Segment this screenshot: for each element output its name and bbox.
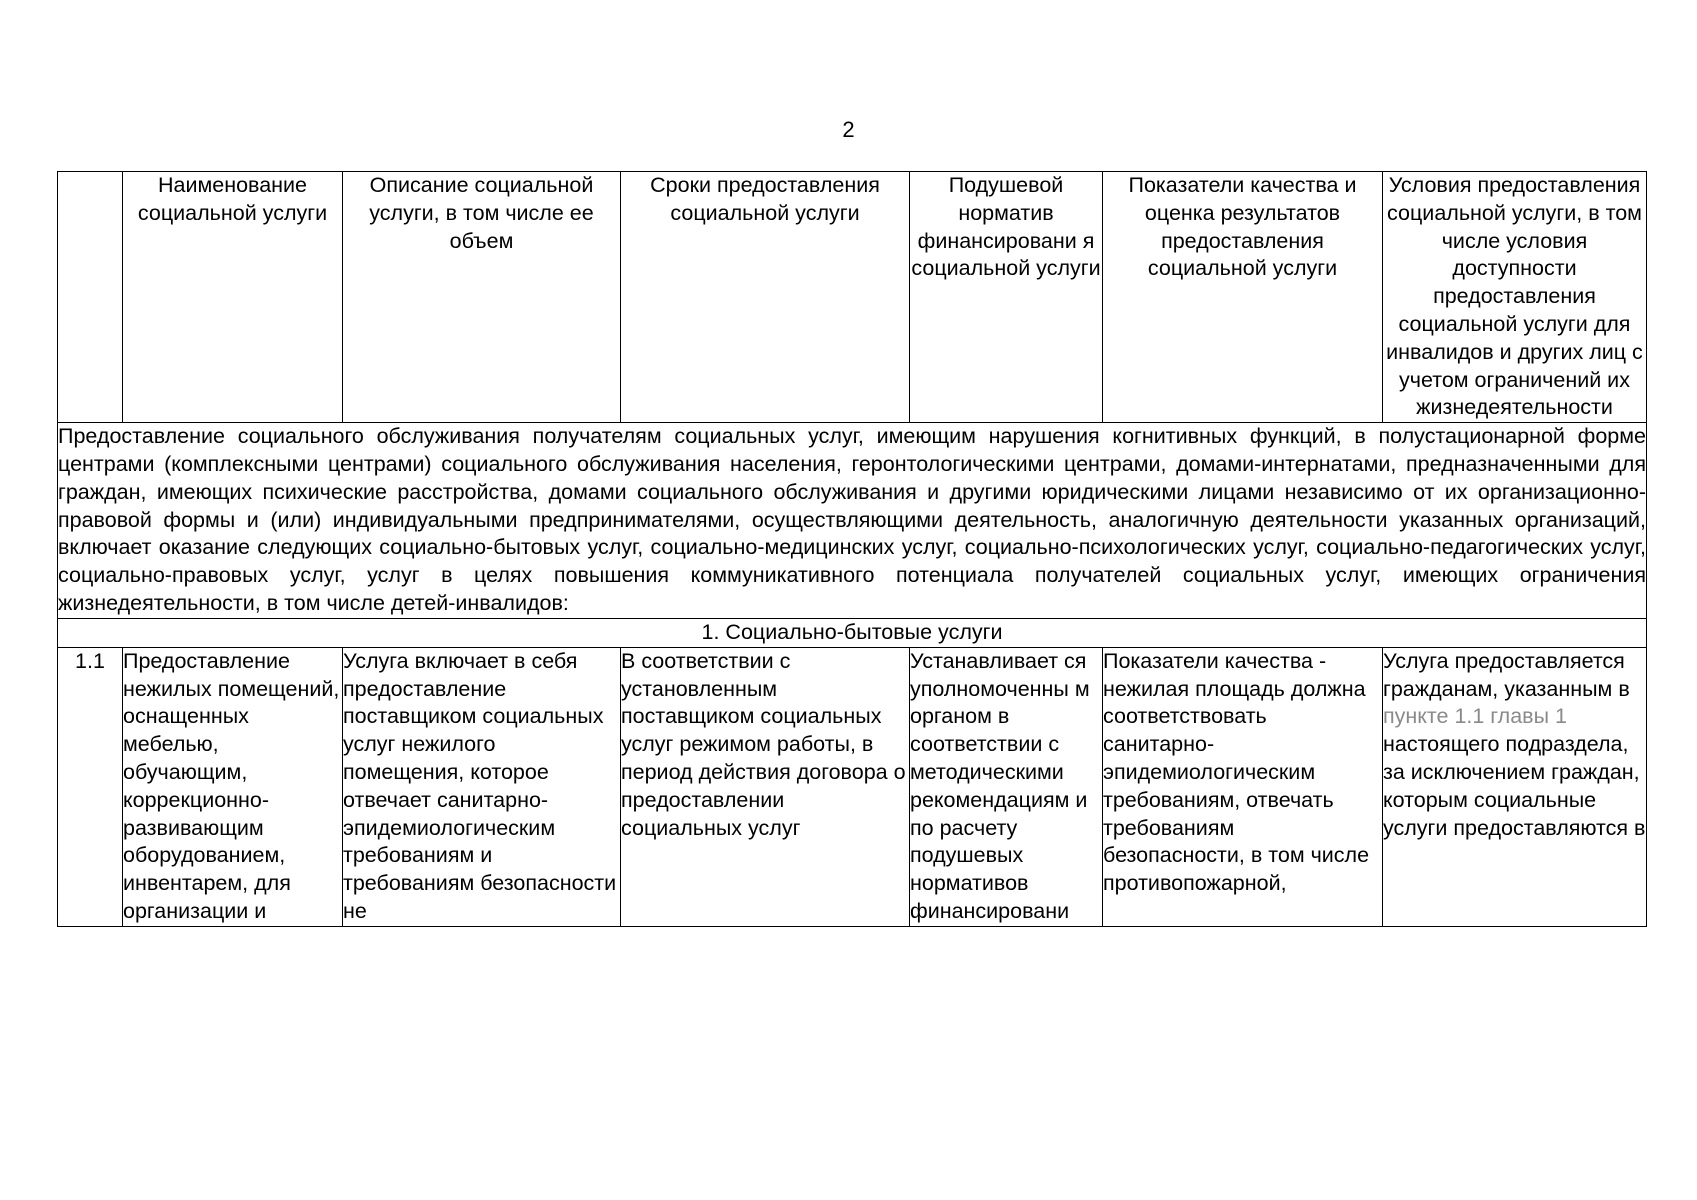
row-service-terms-text: В соответствии с установленным поставщиком социальных услуг режимом работы, в период действия договора о предоставлении социальных услуг [621, 648, 906, 840]
row-service-conditions-text [1383, 648, 1646, 843]
section-title: 1. Социально-бытовые услуги [58, 618, 1647, 647]
row-service-terms [621, 647, 910, 926]
header-service-terms: Сроки предоставления социальной услуги [621, 172, 910, 423]
header-service-conditions: Условия предоставления социальной услуги, в том числе условия доступности предоставления социальной услуги для инвалидов и других лиц с учетом ограничений их жизнедеятельности [1383, 172, 1647, 423]
row-service-name [123, 647, 343, 926]
row-quality-indicators-text: Показатели качества - нежилая площадь должна соответствовать санитарно-эпидемиологическим требованиям, отвечать требованиям безопасности, в том числе противопожарной, [1103, 648, 1370, 896]
conditions-text-start: Услуга предоставляется гражданам, указанным в [1383, 648, 1630, 701]
header-service-name: Наименование социальной услуги [123, 172, 343, 423]
intro-text: Предоставление социального обслуживания получателям социальных услуг, имеющим нарушения когнитивных функций, в полустационарной форме центрами (комплексными центрами) социального обслуживания населения, геронтологическими центрами, домами-интернатами, предназначенными для граждан, имеющих психические расстройства, домами социального обслуживания и другими юридическими лицами независимо от их организационно-правовой формы и (или) индивидуальными предпринимателями, осуществляющими деятельность, аналогичную деятельности указанных организаций, включает оказание следующих социально-бытовых услуг, социально-медицинских услуг, социально-психологических услуг, социально-педагогических услуг, социально-правовых услуг, услуг в целях повышения коммуникативного потенциала получателей социальных услуг, имеющих ограничения жизнедеятельности, в том числе детей-инвалидов: [58, 423, 1647, 619]
row-service-description [343, 647, 621, 926]
table-row [58, 647, 1647, 926]
section-row [58, 618, 1647, 647]
intro-row [58, 423, 1647, 619]
clause-reference-link[interactable]: пункте 1.1 главы 1 [1383, 704, 1567, 729]
row-service-name-text: Предоставление нежилых помещений, оснащенных мебелью, обучающим, коррекционно-развивающим оборудованием, инвентарем, для организации и [123, 648, 340, 923]
header-service-description: Описание социальной услуги, в том числе ее объем [343, 172, 621, 423]
table-header-row [58, 172, 1647, 423]
row-service-conditions [1383, 647, 1647, 926]
row-quality-indicators [1103, 647, 1383, 926]
page-number: 2 [842, 117, 855, 142]
services-table [57, 171, 1647, 927]
header-financing-norm: Подушевой норматив финансировани я социальной услуги [910, 172, 1103, 423]
row-number [58, 647, 123, 926]
header-quality-indicators: Показатели качества и оценка результатов предоставления социальной услуги [1103, 172, 1383, 423]
row-financing-norm-text: Устанавливает ся уполномоченны м органом в соответствии с методическими рекомендациям и по расчету подушевых нормативов финансировани [910, 648, 1090, 923]
row-number-text: 1.1 [75, 648, 105, 673]
row-service-description-text: Услуга включает в себя предоставление поставщиком социальных услуг нежилого помещения, которое отвечает санитарно-эпидемиологическим требованиям и требованиям безопасности не [343, 648, 617, 923]
conditions-text-end: настоящего подраздела, за исключением граждан, которым социальные услуги предоставляются в [1383, 732, 1646, 840]
header-number [58, 172, 123, 423]
row-financing-norm [910, 647, 1103, 926]
